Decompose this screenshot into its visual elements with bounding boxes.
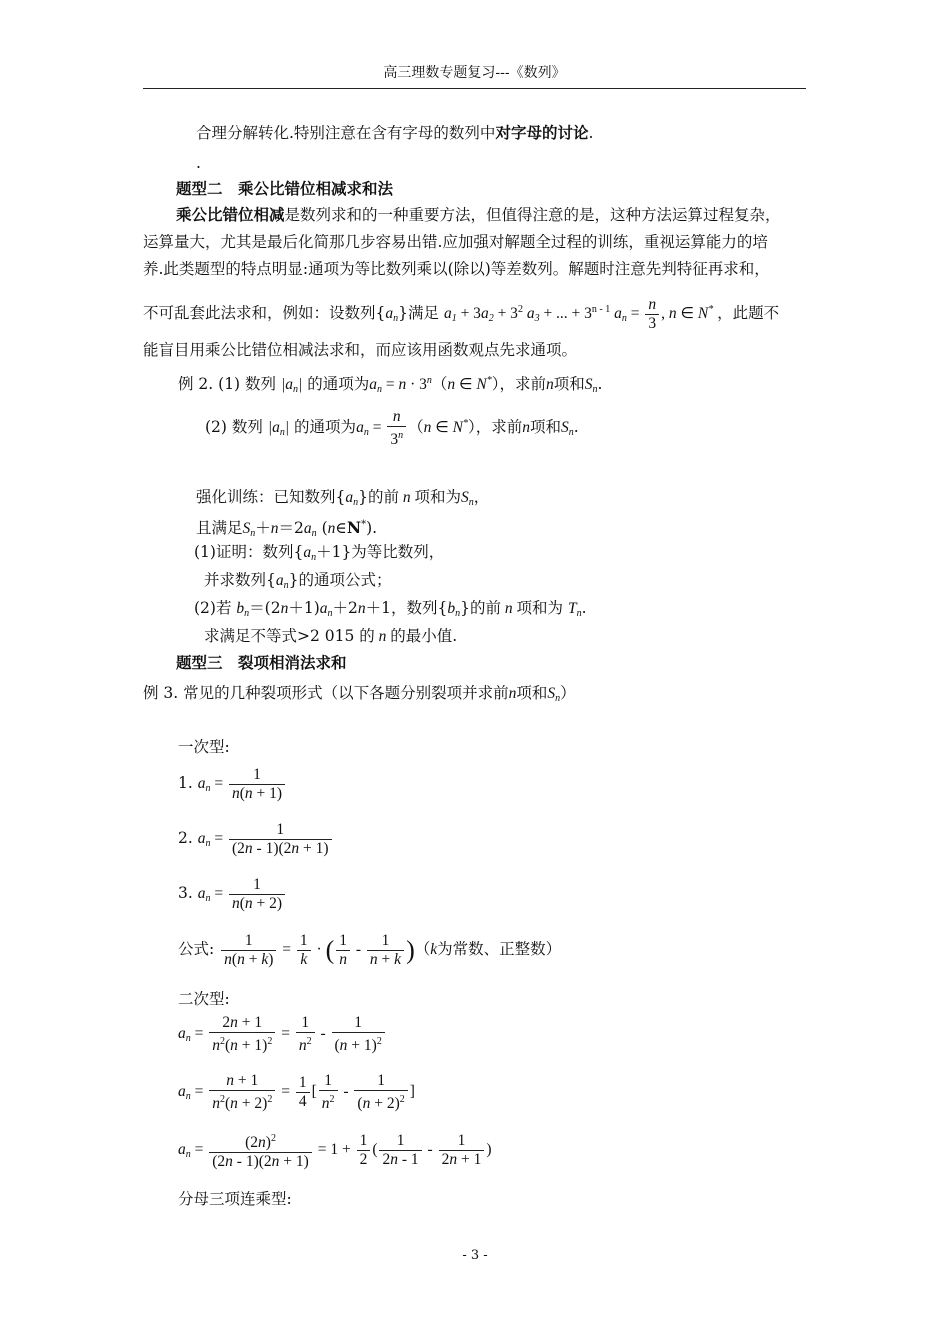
quadratic-formula-2: $a_n$ = $\frac{n + 1}{n^2(n + 2)^2}$ = $\frac{1}{4}$ [ $\frac{1}{n^2}$ - $\frac{1}{(n + 2)^2}$ ] <box>178 1072 415 1112</box>
t1-b: }的前 <box>358 488 399 506</box>
example3-intro: 例 3. 常见的几种裂项形式（以下各题分别裂项并求前n项和$S_n$） <box>143 684 576 704</box>
training-l3: (1)证明：数列$\{a_n+1\}$为等比数列， <box>194 543 445 563</box>
t5-e: ＋1，数列{ <box>365 599 448 617</box>
t5-h: . <box>581 599 587 617</box>
ex2-2-text-b: 的通项为 <box>294 418 357 436</box>
t6-b: 的最小值. <box>390 627 458 645</box>
linear-type-label: 一次型: <box>178 738 230 756</box>
item1-num: 1. <box>178 774 193 793</box>
p4-a: 不可乱套此法求和，例如：设数列{ <box>143 304 386 322</box>
t2-d: ( <box>321 519 328 537</box>
page-header: 高三理数专题复习---《数列》 <box>143 62 806 89</box>
method-name: 乘公比错位相减 <box>176 205 285 224</box>
t5-g: 项和为 <box>516 599 563 617</box>
ex2-2-text-f: . <box>573 418 579 436</box>
t6-a: 求满足不等式>2 015 的 <box>204 627 375 645</box>
intro-emphasis: 对字母的讨论 <box>495 123 589 142</box>
general-formula: 公式: $\frac{1}{n(n + k)}$ = $\frac{1}{k}$ · ( $\frac{1}{n}$ - $\frac{1}{n + k}$ )（k为常数、正整数） <box>178 932 562 968</box>
section2-p5: 能盲目用乘公比错位相减法求和，而应该用函数观点先求通项。 <box>143 341 578 359</box>
t2-g: * <box>361 519 367 530</box>
example2-part1: 例 2. (1) 数列 $|a_n|$ 的通项为$a_n = n \cdot 3^n(n$ ∈ N*），求前n项和$S_n$. <box>178 375 603 395</box>
condition-formula: $a_1 + 3a_2 + 3^2$ $a_3$ + ... + $3^{n - 1}$ $a_n$ = $\frac{n}{3}$ , n ∈ N* <box>443 295 714 332</box>
page-number: - 3 - <box>462 1248 488 1263</box>
section2-p1 <box>143 202 815 228</box>
section2-p2: 运算量大，尤其是最后化简那几步容易出错.应加强对解题全过程的训练，重视运算能力的培 <box>143 233 768 251</box>
split-item-2: 2. $a_n$ = $\frac{1}{(2n - 1)(2n + 1)}$ <box>178 821 334 858</box>
intro-dot: . <box>196 154 201 172</box>
quadratic-formula-1: $a_n$ = $\frac{2n + 1}{n^2(n + 1)^2}$ = $\frac{1}{n^2}$ - $\frac{1}{(n + 1)^2}$ <box>178 1014 387 1055</box>
t5-a: (2)若 <box>194 599 232 617</box>
formula-note: 为常数、正整数） <box>437 940 562 959</box>
ex2-2-text-e: 项和 <box>529 418 561 436</box>
item2-num: 2. <box>178 829 193 848</box>
t5-b: ＝(2 <box>249 599 281 617</box>
ex2-text-e: 项和 <box>553 375 585 393</box>
ex2-2-label: (2) 数列 <box>205 418 263 436</box>
t2-a: 且满足 <box>196 519 243 537</box>
t4-a: 并求数列{ <box>204 571 276 589</box>
quadratic-formula-3: $a_n$ = $\frac{(2n)^2}{(2n - 1)(2n + 1)}$ = 1 + $\frac{1}{2}$ ( $\frac{1}{2n - 1}$ - $\frac{1}{2n + 1}$ ) <box>178 1132 492 1170</box>
t1-c: 项和为 <box>414 488 462 506</box>
t5-d: ＋2 <box>332 599 358 617</box>
split-item-1: 1. $a_n$ = $\frac{1}{n(n + 1)}$ <box>178 766 287 803</box>
formula-label: 公式: <box>178 940 215 959</box>
ex2-2-text-c: （ <box>408 418 424 436</box>
t5-f: }的前 <box>460 599 501 617</box>
t4-b: }的通项公式； <box>288 571 392 589</box>
section3-title: 题型三 裂项相消法求和 <box>176 653 347 672</box>
ex2-text-c: （ <box>431 375 448 393</box>
intro-end: . <box>588 124 594 142</box>
triple-product-label: 分母三项连乘型: <box>178 1190 292 1208</box>
t3-a: (1)证明：数列{ <box>194 543 304 561</box>
section2-p3: 养.此类题型的特点明显:通项为等比数列乘以(除以)等差数列。解题时注意先判特征再求和， <box>143 260 770 278</box>
t2-h: ). <box>366 519 378 537</box>
t2-f: N <box>346 518 362 537</box>
ex3-a: 例 3. 常见的几种裂项形式（以下各题分别裂项并求前 <box>143 684 509 702</box>
p4-c: ，此题不 <box>717 304 780 322</box>
t5-c: ＋1) <box>288 599 320 617</box>
section2-title: 题型二 乘公比错位相减求和法 <box>176 179 394 198</box>
ex2-text-f: . <box>597 375 603 393</box>
p4-b: }满足 <box>398 304 439 322</box>
example2-part2: (2) 数列 $|a_n|$ 的通项为$a_n$ = $\frac{n}{3^n}$ （n ∈ N*），求前n项和$S_n$. <box>205 407 579 448</box>
split-item-3: 3. $a_n$ = $\frac{1}{n(n + 2)}$ <box>178 876 287 913</box>
training-l6: 求满足不等式>2 015 的 n 的最小值. <box>204 627 458 645</box>
t3-b: ＋1}为等比数列， <box>316 543 445 561</box>
intro-text: 合理分解转化.特别注意在含有字母的数列中 <box>196 124 496 142</box>
ex2-label: 例 2. (1) 数列 <box>178 375 277 393</box>
section2-p4: 不可乱套此法求和，例如：设数列$\{a_n\}$满足 $a_1 + 3a_2 + 3^2$ $a_3$ + ... + $3^{n - 1}$ $a_n$ = $\frac{n}{3}$ , n ∈ N* ，此题不 <box>143 295 780 332</box>
t1-d: ， <box>473 488 490 506</box>
training-l4: 并求数列$\{a_n\}$的通项公式； <box>204 571 392 591</box>
item3-num: 3. <box>178 884 193 903</box>
ex2-text-d: ），求前 <box>491 375 547 393</box>
ex3-b: 项和 <box>516 684 548 702</box>
ex3-c: ） <box>560 684 576 702</box>
t2-e: ∈ <box>335 519 347 537</box>
training-l2: 且满足$S_n+n=2a_n$ (n∈N*). <box>196 518 378 539</box>
quadratic-type-label: 二次型: <box>178 990 230 1008</box>
training-l5: (2)若 $b_n=(2n+1)a_n+2n+1$，数列$\{b_n\}$的前 n 项和为 $T_n$. <box>194 599 587 619</box>
training-l1: 强化训练：已知数列$\{a_n\}$的前 n 项和为$S_n$， <box>196 488 490 508</box>
t1-a: 强化训练：已知数列{ <box>196 488 346 506</box>
ex2-2-text-d: ），求前 <box>467 418 523 436</box>
t2-b: ＋ <box>255 519 271 537</box>
p1-rest: 是数列求和的一种重要方法，但值得注意的是，这种方法运算过程复杂， <box>284 206 781 224</box>
intro-line <box>196 120 868 146</box>
t2-c: ＝2 <box>278 519 304 537</box>
ex2-text-b: 的通项为 <box>307 375 370 393</box>
